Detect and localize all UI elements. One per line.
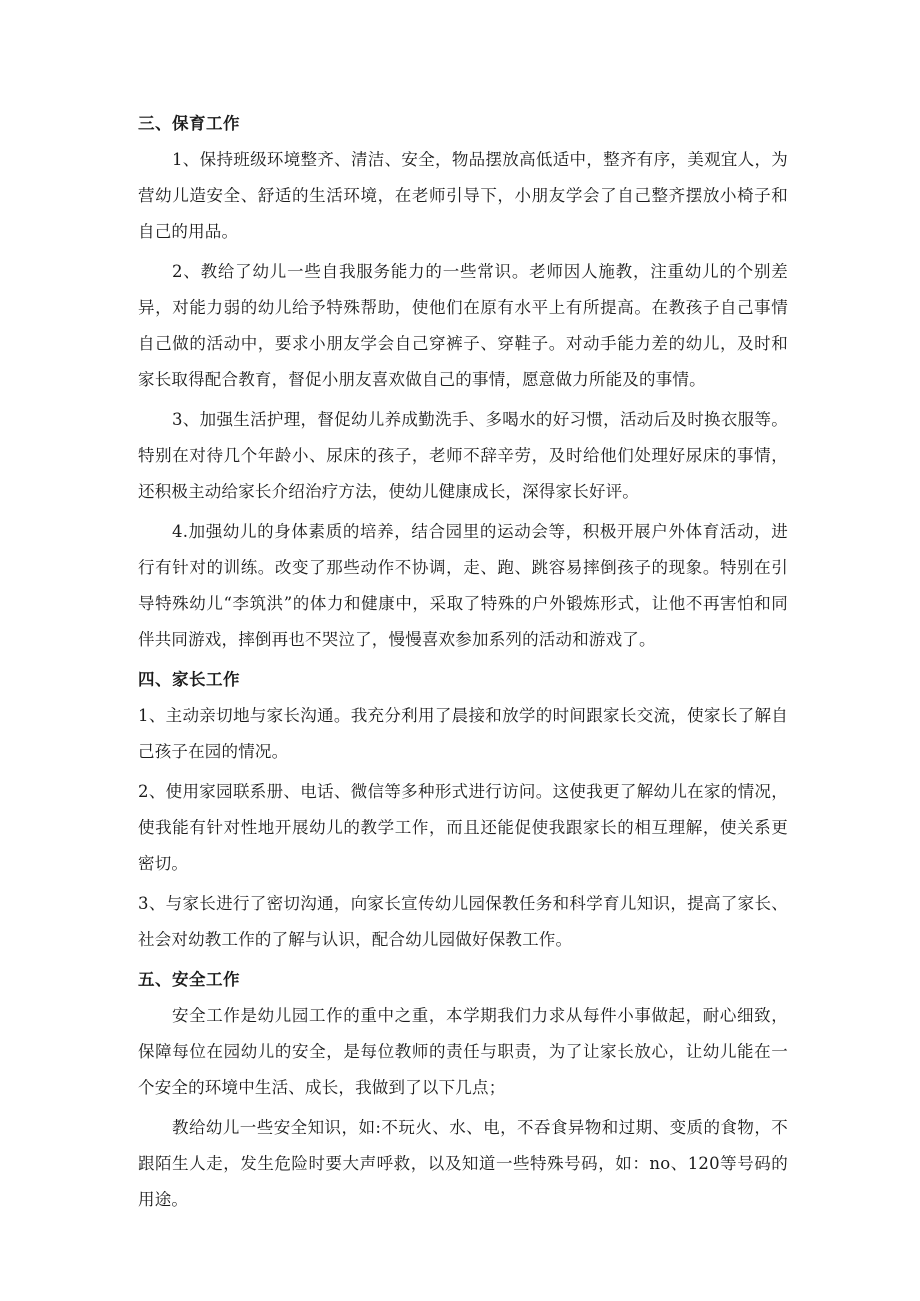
parents-paragraph-2: 2、使用家园联系册、电话、微信等多种形式进行访问。这使我更了解幼儿在家的情况，使我能有针对性地开展幼儿的教学工作，而且还能促使我跟家长的相互理解，使关系更密切。 (138, 782, 788, 873)
safety-paragraph-2: 教给幼儿一些安全知识，如:不玩火、水、电，不吞食异物和过期、变质的食物，不跟陌生人走，发生危险时要大声呼救，以及知道一些特殊号码，如：no、120等号码的用途。 (138, 1118, 788, 1209)
childcare-paragraph-2: 2、教给了幼儿一些自我服务能力的一些常识。老师因人施教，注重幼儿的个别差异，对能力弱的幼儿给予特殊帮助，使他们在原有水平上有所提高。在教孩子自己事情自己做的活动中，要求小朋友学会自己穿裤子、穿鞋子。对动手能力差的幼儿，及时和家长取得配合教育，督促小朋友喜欢做自己的事情，愿意做力所能及的事情。 (138, 262, 788, 389)
childcare-paragraph-4: 4.加强幼儿的身体素质的培养，结合园里的运动会等，积极开展户外体育活动，进行有针对的训练。改变了那些动作不协调，走、跑、跳容易摔倒孩子的现象。特别在引导特殊幼儿“李筑洪”的体力和健康中，采取了特殊的户外锻炼形式，让他不再害怕和同伴共同游戏，摔倒再也不哭泣了，慢慢喜欢参加系列的活动和游戏了。 (138, 522, 788, 649)
childcare-paragraph-3: 3、加强生活护理，督促幼儿养成勤洗手、多喝水的好习惯，活动后及时换衣服等。特别在对待几个年龄小、尿床的孩子，老师不辞辛劳，及时给他们处理好尿床的事情，还积极主动给家长介绍治疗方法，使幼儿健康成长，深得家长好评。 (138, 410, 788, 501)
document-body (138, 106, 788, 1222)
safety-paragraph-1: 安全工作是幼儿园工作的重中之重，本学期我们力求从每件小事做起，耐心细致，保障每位在园幼儿的安全，是每位教师的责任与职责，为了让家长放心，让幼儿能在一个安全的环境中生活、成长，我做到了以下几点； (138, 1006, 788, 1097)
section-heading-childcare: 三、保育工作 (138, 114, 240, 133)
parents-paragraph-1: 1、主动亲切地与家长沟通。我充分利用了晨接和放学的时间跟家长交流，使家长了解自己孩子在园的情况。 (138, 706, 788, 761)
section-heading-parents: 四、家长工作 (138, 670, 240, 689)
childcare-paragraph-1: 1、保持班级环境整齐、清洁、安全，物品摆放高低适中，整齐有序，美观宜人，为营幼儿造安全、舒适的生活环境，在老师引导下，小朋友学会了自己整齐摆放小椅子和自己的用品。 (138, 150, 788, 241)
parents-paragraph-3: 3、与家长进行了密切沟通，向家长宣传幼儿园保教任务和科学育儿知识，提高了家长、社会对幼教工作的了解与认识，配合幼儿园做好保教工作。 (138, 894, 788, 949)
section-heading-safety: 五、安全工作 (138, 970, 240, 989)
